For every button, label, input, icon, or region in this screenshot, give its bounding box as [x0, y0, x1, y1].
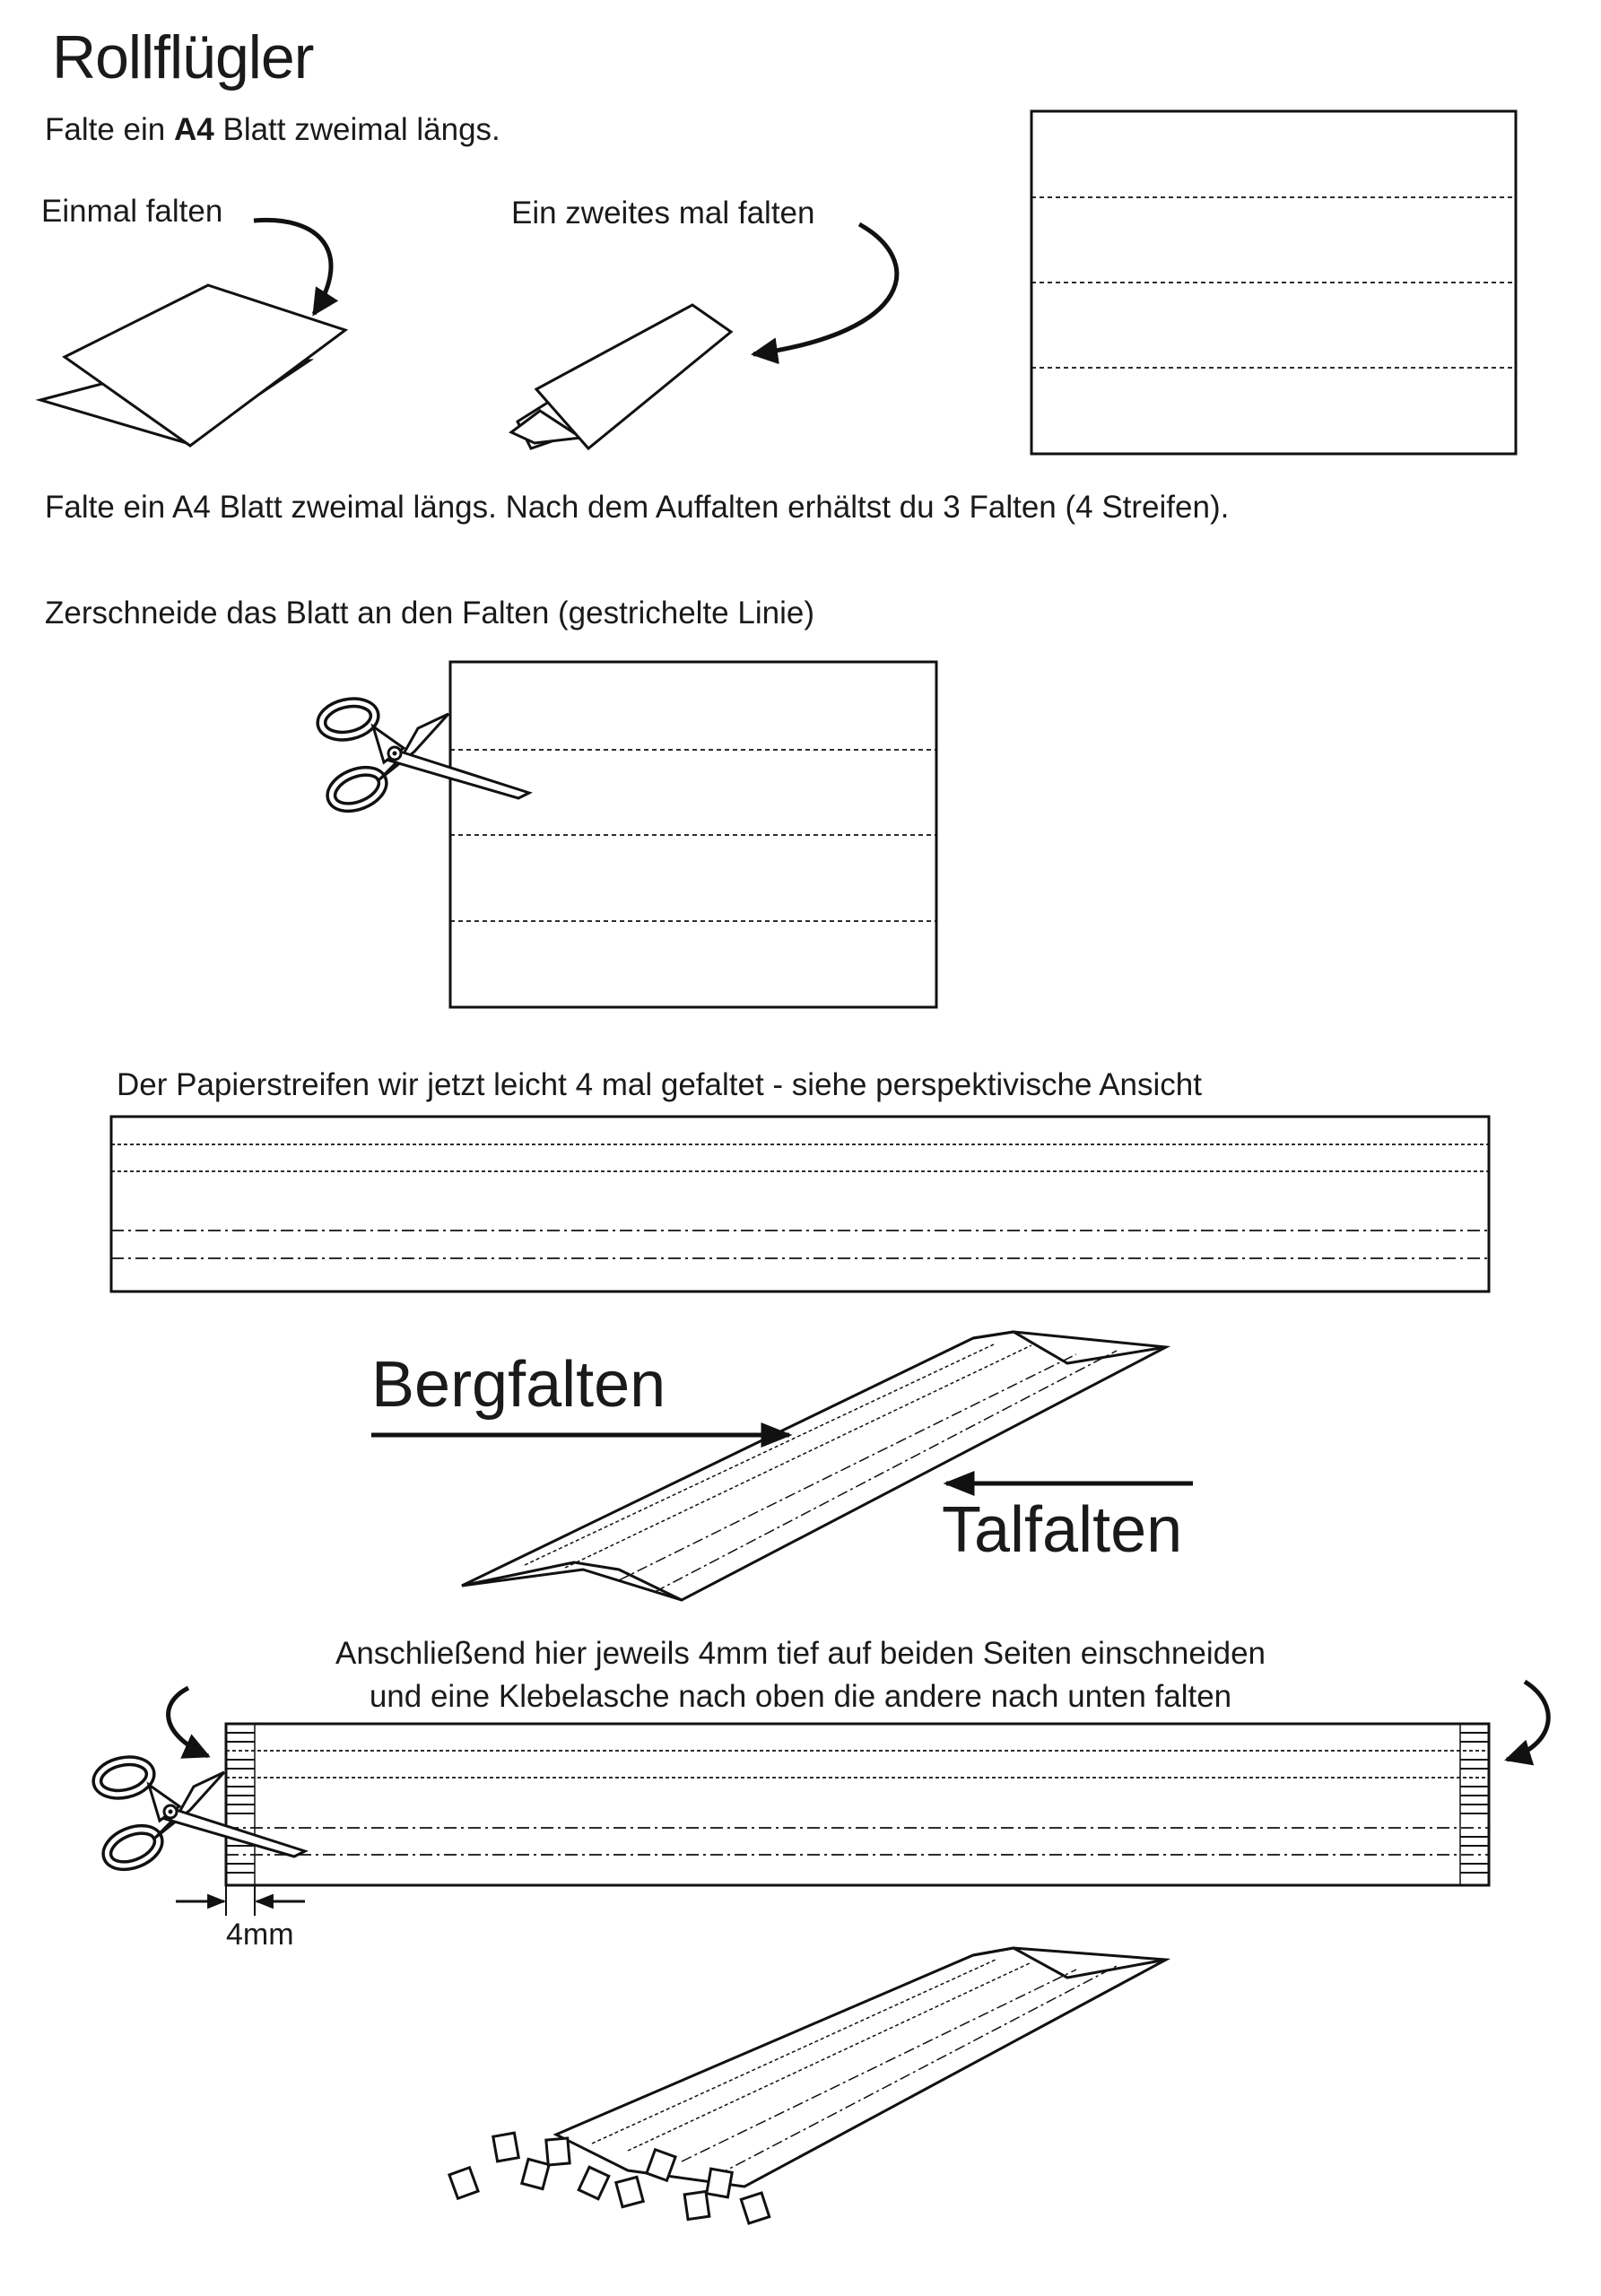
folded-sheet-twice [511, 305, 731, 448]
instruction-step-4: Der Papierstreifen wir jetzt leicht 4 mal gefaltet - siehe perspektivische Ansicht [117, 1067, 1202, 1102]
curved-arrow-icon [1507, 1682, 1548, 1760]
curved-arrow-icon [254, 220, 331, 314]
instruction-step-2: Falte ein A4 Blatt zweimal längs. Nach dem Auffalten erhältst du 3 Falten (4 Streifen). [45, 490, 1230, 525]
curved-arrow-icon [753, 224, 897, 354]
sheet-to-cut [450, 662, 936, 1007]
folded-strip-with-tabs [449, 1948, 1166, 2223]
curved-arrow-icon [169, 1688, 208, 1756]
perspective-label-valley: Talfalten [942, 1494, 1183, 1566]
instruction-step-5-line-2: und eine Klebelasche nach oben die andere nach unten falten [369, 1679, 1232, 1714]
paper-strip-fold-plan [111, 1117, 1489, 1292]
unfolded-sheet [1031, 111, 1516, 454]
folded-strip-perspective [462, 1332, 1166, 1600]
label-second-fold: Ein zweites mal falten [511, 196, 815, 230]
folded-sheet-once [40, 285, 345, 446]
step-1-bold: A4 [173, 112, 214, 147]
step-1-prefix: Falte ein [45, 112, 166, 147]
instruction-step-3: Zerschneide das Blatt an den Falten (gestrichelte Linie) [45, 596, 814, 631]
paper-strip-notched [226, 1724, 1489, 1885]
perspective-label-mountain: Bergfalten [371, 1349, 666, 1421]
dimension-arrow-icon [176, 1885, 305, 1916]
measure-label: 4mm [226, 1918, 294, 1952]
label-first-fold: Einmal falten [41, 194, 223, 229]
instruction-step-5-line-1: Anschließend hier jeweils 4mm tief auf beiden Seiten einschneiden [335, 1636, 1266, 1671]
page-title: Rollflügler [52, 23, 314, 91]
step-1-suffix: Blatt zweimal längs. [222, 112, 500, 147]
